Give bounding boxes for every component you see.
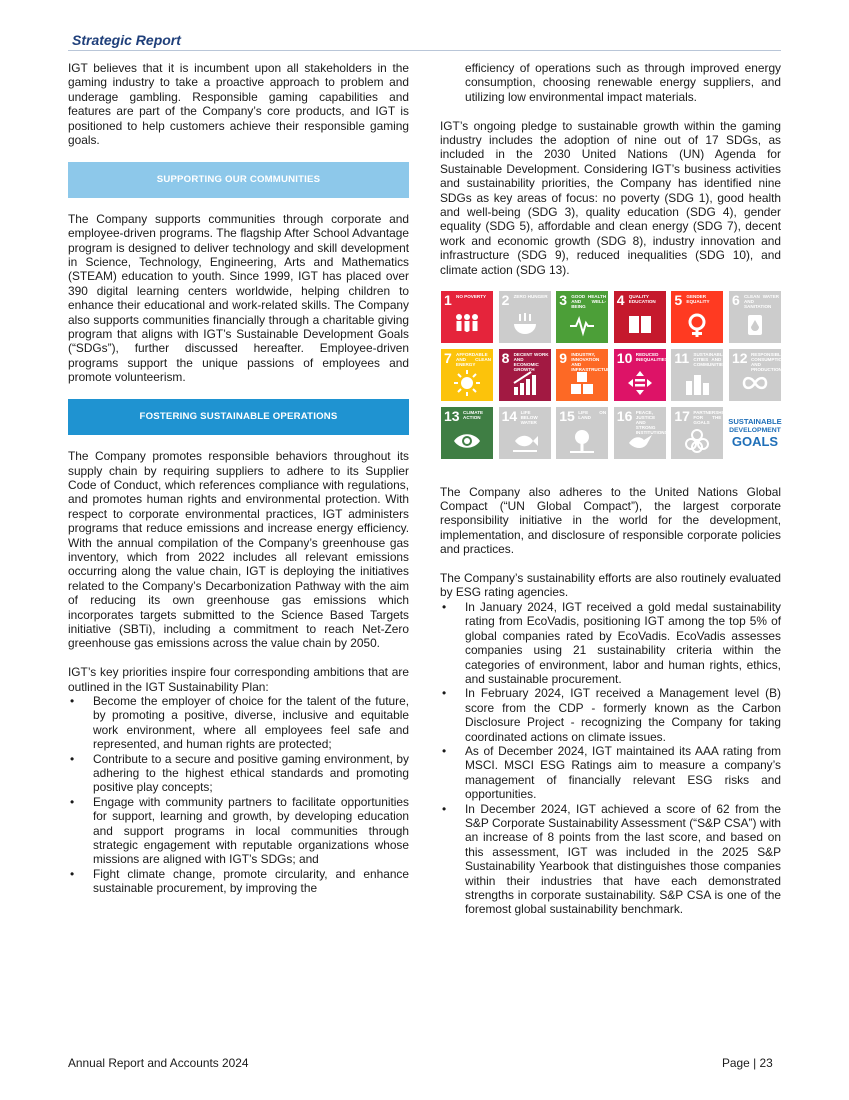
sdg-title: DECENT WORK AND ECONOMIC GROWTH [513, 352, 549, 373]
sdg-paragraph: IGT’s ongoing pledge to sustainable growth within the gaming industry includes the adoption of nine out of 17 SDGs, as included in the 2030 United Nations (UN) Agenda for Sustainable Development. Considering IGT’s business activities and sustainability priorities, the Company has identified nine SDGs as key areas of focus: no poverty (SDG 1), good health and well-being (SDG 3), quality education (SDG 4), gender equality (SDG 5), affordable and clean energy (SDG 7), decent work and economic growth (SDG 8), industry innovation and infrastructure (SDG 9), reduced inequalities (SDG 10), and climate action (SDG 13). [440, 118, 781, 277]
sdg-number: 2 [501, 292, 510, 309]
book-icon [626, 311, 654, 339]
right-column [440, 61, 786, 931]
sdg-title: PEACE, JUSTICE AND STRONG INSTITUTIONS [635, 409, 668, 435]
sdg-2-tile [499, 291, 551, 343]
bowl-icon [511, 311, 539, 339]
sdg-title: INDUSTRY, INNOVATION AND INFRASTRUCTURE [571, 352, 614, 373]
dove-icon [626, 427, 654, 455]
sdg-number: 8 [501, 350, 510, 367]
sdg-logo-line: GOALS [731, 433, 779, 449]
sdg-title: PARTNERSHIPS FOR THE GOALS [693, 409, 730, 425]
priorities-paragraph: IGT’s key priorities inspire four corresponding ambitions that are outlined in the IGT Sustainability Plan: [68, 665, 409, 694]
sdg-4-tile [614, 291, 666, 343]
sdg-14-tile [499, 407, 551, 459]
sdg-grid [441, 291, 786, 458]
supporting-communities-banner: SUPPORTING OUR COMMUNITIES [68, 162, 409, 198]
sdg-number: 11 [674, 350, 690, 367]
global-compact-paragraph: The Company also adheres to the United Nations Global Compact (“UN Global Compact”), the largest corporate responsibility initiative in the world for the development, implementation, and disclosure of responsible corporate policies and practices. [440, 484, 781, 557]
sdg-logo-line: DEVELOPMENT [729, 426, 781, 434]
sdg-3-tile [556, 291, 608, 343]
growth-chart-icon [511, 369, 539, 397]
sdg-title: AFFORDABLE AND CLEAN ENERGY [456, 352, 491, 368]
sdg-title: REDUCED INEQUALITIES [635, 352, 668, 363]
left-column [68, 61, 409, 910]
sustainable-operations-banner: FOSTERING SUSTAINABLE OPERATIONS [68, 399, 409, 435]
ambitions-list-continued [440, 61, 781, 104]
footer-report-name: Annual Report and Accounts 2024 [68, 1056, 249, 1070]
sdg-6-tile [729, 291, 781, 343]
city-icon [683, 369, 711, 397]
list-item: • As of December 2024, IGT maintained its AAA rating from MSCI. MSCI ESG Ratings aim to measure a company’s management of financially relevant ESG risks and opportunities. [440, 744, 781, 802]
list-item: • Become the employer of choice for the talent of the future, by promoting a positive, diverse, inclusive and equitable work environment, where all employees feel safe and represented, and human rights are protected; [68, 694, 409, 752]
cubes-icon [568, 369, 596, 397]
sdg-15-tile [556, 407, 608, 459]
list-item: • In December 2024, IGT achieved a score of 62 from the S&P Corporate Sustainability Assessment (“S&P CSA”) with an increase of 8 points from the last score, and based on this assessment, IGT was included in the 2025 S&P Sustainability Yearbook that distinguishes those companies within their industries that have each demonstrated strengths in corporate sustainability. S&P CSA is one of the foremost global sustainability benchmark. [440, 802, 781, 917]
sdg-number: 14 [501, 407, 518, 424]
sdg-title: GOOD HEALTH AND WELL-BEING [571, 294, 607, 310]
sdg-title: CLIMATE ACTION [463, 409, 484, 420]
list-item: • In February 2024, IGT received a Management level (B) score from the CDP - formerly known as the Carbon Disclosure Project - recognizing the Company for taking coordinated actions on climate issues. [440, 686, 781, 744]
sun-icon [453, 369, 481, 397]
sdg-title: CLEAN WATER AND SANITATION [743, 294, 779, 310]
sdg-number: 15 [559, 407, 575, 424]
sdg-12-tile [729, 349, 786, 401]
tree-icon [568, 427, 596, 455]
sdg-title: ZERO HUNGER [513, 294, 548, 300]
sdg-number: 17 [674, 407, 690, 424]
sdg-9-tile [556, 349, 614, 401]
sdg-logo-line: SUSTAINABLE [728, 416, 782, 426]
esg-ratings-list [440, 600, 781, 917]
sdg-7-tile [441, 349, 493, 401]
sdg-1-tile [441, 291, 493, 343]
heartbeat-icon [568, 311, 596, 339]
sdg-10-tile [614, 349, 666, 401]
sdg-number: 1 [444, 292, 452, 309]
partnership-icon [683, 427, 711, 455]
sdg-11-tile [671, 349, 727, 401]
people-icon [453, 311, 481, 339]
communities-paragraph: The Company supports communities through corporate and employee-driven programs. The flagship After School Advantage program is designed to deliver technology and skill development in Science, Technology, Engineering, Arts and Mathematics (STEAM) education to youth. Since 1999, IGT has placed over 390 digital learning centers worldwide, helping children to enhance their educational and work-related skills. The Company also supports communities financially through a charitable giving program that aligns with IGT’s Sustainable Development Goals (“SDGs”), further discussed hereafter. Employee-driven programs support the unique passions of employees and promote volunteerism. [68, 211, 409, 385]
footer-page-number: Page | 23 [722, 1056, 773, 1070]
sdg-number: 9 [559, 350, 567, 367]
sdg-title: LIFE ON LAND [578, 409, 607, 420]
ambitions-list [68, 694, 409, 896]
sdg-number: 7 [444, 350, 452, 367]
sdg-8-tile [499, 349, 551, 401]
sdg-title: QUALITY EDUCATION [628, 294, 656, 305]
sdg-number: 10 [616, 350, 633, 367]
list-item: efficiency of operations such as through improved energy consumption, choosing renewable energy suppliers, and utilizing low environmental impact materials. [465, 61, 781, 104]
sdg-number: 4 [616, 292, 625, 309]
report-section-title: Strategic Report [72, 32, 181, 48]
sdg-number: 6 [731, 292, 740, 309]
sdg-16-tile [614, 407, 666, 459]
sdg-17-tile [671, 407, 730, 459]
list-item: • Fight climate change, promote circularity, and enhance sustainable procurement, by improving the [68, 867, 409, 896]
list-item: • Contribute to a secure and positive gaming environment, by adhering to the highest ethical standards and promoting positive play concepts; [68, 752, 409, 795]
equality-icon [626, 369, 654, 397]
sdg-number: 16 [616, 407, 633, 424]
sdg-title: SUSTAINABLE CITIES AND COMMUNITIES [693, 352, 727, 368]
infinity-icon [741, 369, 769, 397]
eye-globe-icon [453, 427, 481, 455]
header-divider [68, 50, 781, 51]
responsible-gaming-paragraph: IGT believes that it is incumbent upon all stakeholders in the gaming industry to take a proactive approach to problem and underage gambling. Responsible gaming capabilities and features are part of the Company’s core products, and IGT is positioned to help customers achieve their responsible gaming goals. [68, 61, 409, 148]
sdg-number: 12 [731, 350, 748, 367]
list-item: • Engage with community partners to facilitate opportunities for support, learning and growth, by developing education and support programs in local communities through strategic engagement with reputable organizations whose missions are aligned with IGT’s SDGs; and [68, 795, 409, 867]
sdg-13-tile [441, 407, 493, 459]
sdg-title: GENDER EQUALITY [686, 294, 710, 305]
list-item: • In January 2024, IGT received a gold medal sustainability rating from EcoVadis, positioning IGT among the top 5% of global companies rated by EcoVadis. EcoVadis assesses companies using 21 sustainability criteria within the categories of environment, labor and human rights, ethics, and sustainable procurement. [440, 600, 781, 686]
water-icon [741, 311, 769, 339]
sdg-number: 13 [444, 407, 460, 424]
sdg-logo [729, 407, 781, 459]
sdg-title: RESPONSIBLE CONSUMPTION AND PRODUCTION [750, 352, 786, 373]
operations-paragraph: The Company promotes responsible behaviors throughout its supply chain by requiring suppliers to adhere to its Supplier Code of Conduct, which references compliance with regulations, and promotes human rights and environmental protection. With respect to corporate environmental practices, IGT administers programs that reduce emissions and increase energy efficiency. With the annual compilation of the Company’s greenhouse gas inventory, which from 2022 includes all relevant emissions occurring along the value chain, IGT is deploying the initiatives related to the Company’s Decarbonization Pathway with the aim of reducing its own greenhouse gas emissions which incorporates targets submitted to the Science Based Targets initiative (SBTi), including a commitment to reach Net-Zero greenhouse gas emissions across the value chain by 2050. [68, 449, 409, 651]
fish-icon [511, 427, 539, 455]
sdg-title: LIFE BELOW WATER [520, 409, 538, 425]
gender-icon [683, 311, 711, 339]
sdg-title: NO POVERTY [456, 294, 487, 300]
sdg-number: 5 [674, 292, 683, 309]
sdg-number: 3 [559, 292, 567, 309]
sdg-5-tile [671, 291, 723, 343]
esg-intro-paragraph: The Company’s sustainability efforts are also routinely evaluated by ESG rating agencies. [440, 571, 781, 600]
